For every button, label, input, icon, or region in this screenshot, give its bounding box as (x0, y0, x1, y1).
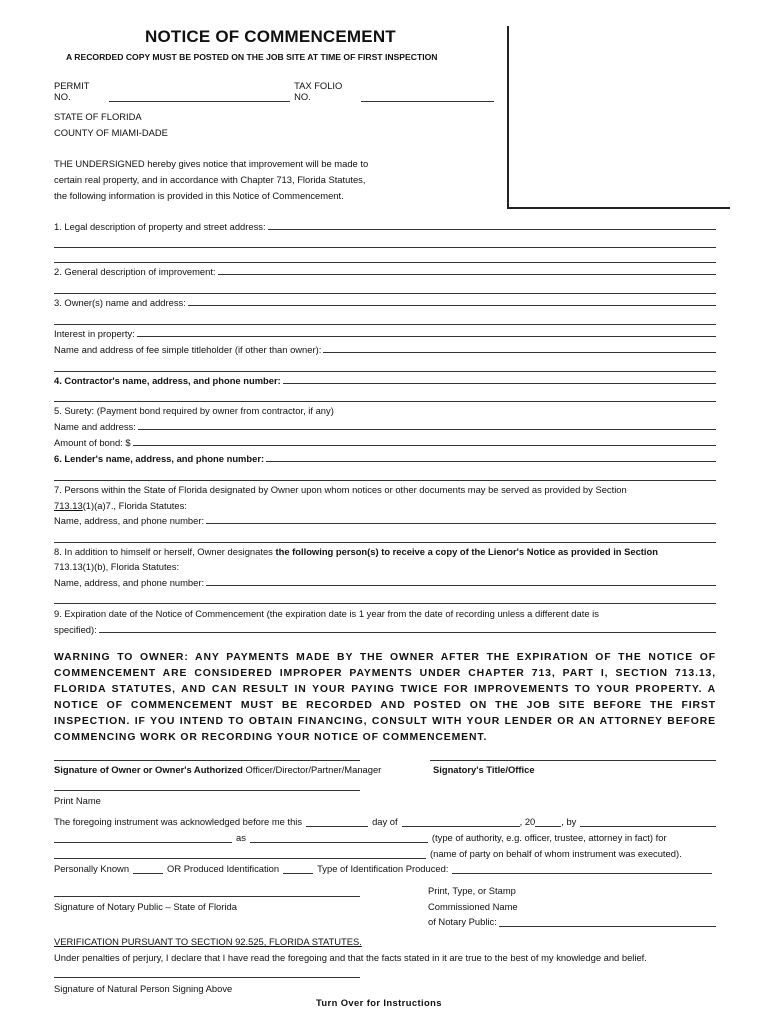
item-1-line-3[interactable] (54, 262, 716, 263)
item-8-line-1 (54, 546, 658, 557)
print-type-stamp: Print, Type, or Stamp (428, 885, 516, 896)
item-2-line-2[interactable] (54, 293, 716, 294)
owner-signature-bold: Signature of Owner or Owner's Authorized (54, 764, 243, 775)
item-8-name-row (54, 577, 716, 588)
permit-row (54, 80, 494, 102)
item-7-line-1: 7. Persons within the State of Florida designated by Owner upon whom notices or other documents may be served as provided by Section (54, 484, 627, 495)
item-1-line-2[interactable] (54, 247, 716, 248)
item-1-field[interactable] (268, 229, 716, 230)
fee-simple-row (54, 344, 716, 355)
personally-known-label: Personally Known (54, 863, 130, 874)
ack-by-field[interactable] (580, 817, 716, 827)
item-4-line-2[interactable] (54, 401, 716, 402)
item-7-name-row (54, 515, 716, 526)
print-name-caption: Print Name (54, 795, 101, 806)
item-5-name-field[interactable] (138, 429, 716, 430)
ack-text: The foregoing instrument was acknowledged before me this (54, 816, 303, 827)
recording-box-border-bottom (507, 207, 730, 209)
fee-simple-label: Name and address of fee simple titleholder (if other than owner): (54, 344, 322, 355)
ack-year-field[interactable] (535, 817, 561, 827)
type-id-label: Type of Identification Produced: (317, 863, 449, 874)
interest-row (54, 328, 716, 339)
ack-month-field[interactable] (402, 817, 520, 827)
ack-row-1 (54, 816, 716, 827)
item-9-row (54, 624, 716, 635)
item-3-row (54, 297, 716, 308)
ack-row-3 (54, 848, 716, 859)
owner-signature-caption (54, 764, 381, 775)
page-subtitle: A RECORDED COPY MUST BE POSTED ON THE JOB SITE AT TIME OF FIRST INSPECTION (66, 52, 438, 62)
of-notary-row (428, 916, 716, 927)
natural-person-signature-line[interactable] (54, 977, 360, 978)
personally-known-field[interactable] (133, 864, 163, 874)
ack-row-2 (54, 832, 716, 843)
warning-to-owner: WARNING TO OWNER: ANY PAYMENTS MADE BY THE OWNER AFTER THE EXPIRATION OF THE NOTICE OF COMMENCEMENT ARE CONSIDERED IMPROPER PAYMENTS UNDER CHAPTER 713, PART I, SECTION 713.13, FLORIDA STATUTES, AND CAN RESULT IN YOUR PAYING TWICE FOR IMPROVEMENTS TO YOUR PROPERTY. A NOTICE OF COMMENCEMENT MUST BE RECORDED AND POSTED ON THE JOB SITE BEFORE THE FIRST INSPECTION. IF YOU INTEND TO OBTAIN FINANCING, CONSULT WITH YOUR LENDER OR AN ATTORNEY BEFORE COMMENCING WORK OR RECORDING YOUR NOTICE OF COMMENCEMENT. (54, 652, 716, 743)
item-1-row (54, 221, 716, 232)
print-name-line[interactable] (54, 790, 360, 791)
permit-field[interactable] (109, 92, 291, 102)
notary-signature-line[interactable] (54, 896, 360, 897)
notary-signature-caption: Signature of Notary Public – State of Florida (54, 901, 237, 912)
ack-authority-text: (type of authority, e.g. officer, trustee, attorney in fact) for (431, 832, 667, 843)
county-text: COUNTY OF MIAMI-DADE (54, 127, 168, 138)
item-4-field[interactable] (283, 383, 716, 384)
item-9-line-1: 9. Expiration date of the Notice of Commencement (the expiration date is 1 year from the date of recording unless a different date is (54, 608, 599, 619)
item-3-label: 3. Owner(s) name and address: (54, 297, 186, 308)
of-notary-label: of Notary Public: (428, 916, 497, 927)
signatory-title-caption: Signatory's Title/Office (433, 764, 535, 775)
item-6-line-2[interactable] (54, 480, 716, 481)
item-8-bold: the following person(s) to receive a copy of the Lienor's Notice as provided in Section (275, 546, 658, 557)
ack-party-text: (name of party on behalf of whom instrument was executed). (430, 848, 682, 859)
item-7-line-2-rest: (1)(a)7., Florida Statutes: (82, 500, 187, 511)
owner-signature-rest: Officer/Director/Partner/Manager (242, 764, 382, 775)
item-9-field[interactable] (99, 632, 716, 633)
ack-day-field[interactable] (306, 817, 368, 827)
tax-folio-field[interactable] (361, 92, 494, 102)
ack-authority-field[interactable] (250, 833, 428, 843)
interest-label: Interest in property: (54, 328, 135, 339)
item-7-line-2 (54, 500, 187, 511)
item-2-label: 2. General description of improvement: (54, 266, 216, 277)
item-8-plain: 8. In addition to himself or herself, Owner designates (54, 546, 276, 557)
item-5-name-label: Name and address: (54, 421, 136, 432)
item-1-label: 1. Legal description of property and street address: (54, 221, 266, 232)
state-text: STATE OF FLORIDA (54, 111, 142, 122)
produced-id-label: OR Produced Identification (167, 863, 280, 874)
item-7-name-label: Name, address, and phone number: (54, 515, 205, 526)
fee-simple-field[interactable] (323, 352, 716, 353)
fee-simple-line-2[interactable] (54, 371, 716, 372)
item-6-label: 6. Lender's name, address, and phone number: (54, 453, 265, 464)
turn-over-instructions: Turn Over for Instructions (316, 997, 442, 1008)
item-7-name-field[interactable] (206, 523, 716, 524)
ack-name-field[interactable] (54, 833, 232, 843)
item-5-amount-label: Amount of bond: $ (54, 437, 131, 448)
intro-line-1: THE UNDERSIGNED hereby gives notice that improvement will be made to (54, 158, 369, 169)
item-3-field[interactable] (188, 305, 716, 306)
signatory-title-line[interactable] (430, 760, 716, 761)
ack-by-label: , by (561, 816, 577, 827)
recording-box-border (507, 26, 509, 208)
commissioned-name: Commissioned Name (428, 901, 518, 912)
ack-party-field[interactable] (54, 849, 426, 859)
item-6-field[interactable] (266, 461, 716, 462)
item-5-name-row (54, 421, 716, 432)
item-3-line-2[interactable] (54, 324, 716, 325)
item-5-amount-row (54, 437, 716, 448)
identification-row (54, 863, 716, 874)
produced-id-field[interactable] (283, 864, 313, 874)
ack-year-label: , 20 (519, 816, 536, 827)
ack-day-label: day of (372, 816, 398, 827)
section-713-13-link[interactable]: 713.13 (54, 500, 83, 511)
item-7-line-3[interactable] (54, 542, 716, 543)
item-9-label: specified): (54, 624, 97, 635)
item-8-line-2: 713.13(1)(b), Florida Statutes: (54, 561, 180, 572)
item-5-amount-field[interactable] (133, 445, 716, 446)
page-title: NOTICE OF COMMENCEMENT (145, 27, 396, 46)
natural-person-caption: Signature of Natural Person Signing Above (54, 983, 233, 994)
permit-label: PERMIT NO. (54, 80, 90, 102)
item-5-label: 5. Surety: (Payment bond required by owner from contractor, if any) (54, 405, 334, 416)
verification-heading: VERIFICATION PURSUANT TO SECTION 92.525, FLORIDA STATUTES. (54, 936, 362, 947)
intro-line-3: the following information is provided in this Notice of Commencement. (54, 190, 344, 201)
tax-folio-label: TAX FOLIO NO. (294, 80, 343, 102)
perjury-statement: Under penalties of perjury, I declare that I have read the foregoing and that the facts stated in it are true to the best of my knowledge and belief. (54, 952, 647, 963)
item-4-row (54, 375, 716, 386)
type-id-field[interactable] (452, 864, 712, 874)
item-8-name-field[interactable] (206, 585, 716, 586)
item-2-row (54, 266, 716, 277)
notary-name-field[interactable] (499, 917, 716, 927)
ack-as-label: as (236, 832, 246, 843)
item-8-name-label: Name, address, and phone number: (54, 577, 205, 588)
item-8-line-3[interactable] (54, 603, 716, 604)
item-2-field[interactable] (218, 274, 716, 275)
owner-signature-line[interactable] (54, 760, 360, 761)
item-6-row (54, 453, 716, 464)
interest-field[interactable] (137, 336, 716, 337)
item-4-label: 4. Contractor's name, address, and phone number: (54, 375, 281, 386)
intro-line-2: certain real property, and in accordance with Chapter 713, Florida Statutes, (54, 174, 366, 185)
